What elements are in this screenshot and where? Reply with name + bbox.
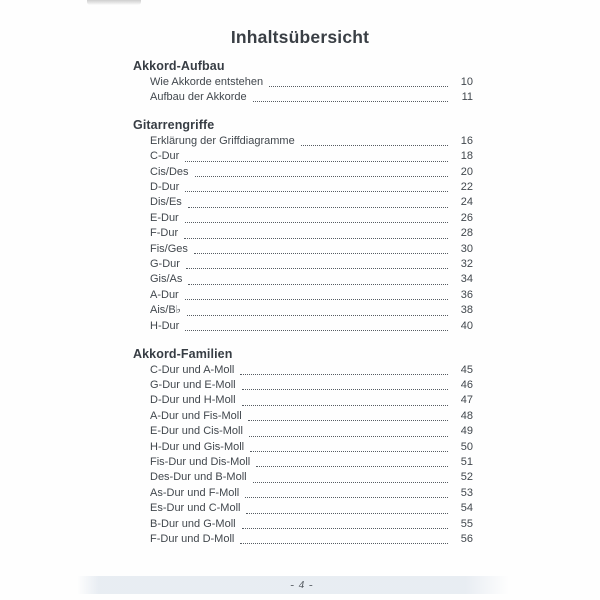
toc-entry xyxy=(133,180,473,195)
toc-entry-label: Ais/B♭ xyxy=(150,304,181,317)
toc-entry xyxy=(133,424,473,439)
toc-entry xyxy=(133,378,473,393)
toc-entry xyxy=(133,165,473,180)
dot-leader xyxy=(188,207,448,208)
toc-section-heading: Gitarrengriffe xyxy=(133,118,215,133)
toc-entry-page: 54 xyxy=(460,502,473,515)
dot-leader xyxy=(240,374,448,375)
toc-entry-label: Erklärung der Griffdiagramme xyxy=(150,134,295,147)
toc-entry xyxy=(133,303,473,318)
toc-entry-label: Wie Akkorde entstehen xyxy=(150,75,264,88)
dot-leader xyxy=(185,330,448,331)
toc-entry-page: 49 xyxy=(460,425,473,438)
toc-entry xyxy=(133,134,473,149)
page-number: - 4 - xyxy=(290,579,314,591)
toc-entry-page: 20 xyxy=(460,165,473,178)
toc-entry-page: 53 xyxy=(460,486,473,499)
dot-leader xyxy=(253,482,448,483)
toc-entry-page: 16 xyxy=(460,134,473,147)
toc-entry-label: C-Dur und A-Moll xyxy=(150,363,235,376)
toc-entry xyxy=(133,242,473,257)
toc-entry-label: Aufbau der Akkorde xyxy=(150,90,247,103)
dot-leader xyxy=(188,284,448,285)
toc-entry xyxy=(133,211,473,226)
dot-leader xyxy=(185,299,448,300)
toc-entry-label: F-Dur und D-Moll xyxy=(150,533,235,546)
toc-entry xyxy=(133,409,473,424)
toc-entry-label: D-Dur und H-Moll xyxy=(150,394,236,407)
toc-entry-label: Des-Dur und B-Moll xyxy=(150,471,247,484)
dot-leader xyxy=(245,497,448,498)
toc-entry-label: E-Dur und Cis-Moll xyxy=(150,425,243,438)
dot-leader xyxy=(240,543,448,544)
toc-entry-label: C-Dur xyxy=(150,150,180,163)
toc-entry-label: Es-Dur und C-Moll xyxy=(150,502,241,515)
toc-entry xyxy=(133,319,473,334)
dot-leader xyxy=(256,466,448,467)
toc-entry xyxy=(133,149,473,164)
toc-entry-label: D-Dur xyxy=(150,181,180,194)
toc-entry-label: A-Dur und Fis-Moll xyxy=(150,409,242,422)
dot-leader xyxy=(195,176,448,177)
dot-leader xyxy=(185,222,448,223)
toc-entry xyxy=(133,501,473,516)
toc-entry-label: H-Dur xyxy=(150,319,180,332)
toc-entry-label: Fis-Dur und Dis-Moll xyxy=(150,456,251,469)
toc-entry-label: B-Dur und G-Moll xyxy=(150,517,236,530)
toc-entry-page: 24 xyxy=(460,196,473,209)
toc-entry xyxy=(133,440,473,455)
toc-entry-label: As-Dur und F-Moll xyxy=(150,486,240,499)
toc-entry xyxy=(133,393,473,408)
dot-leader xyxy=(186,268,448,269)
toc-entry-label: G-Dur und E-Moll xyxy=(150,379,236,391)
dot-leader xyxy=(185,191,448,192)
toc-section xyxy=(133,59,473,105)
dot-leader xyxy=(194,253,448,254)
dot-leader xyxy=(253,101,448,102)
dot-leader xyxy=(185,161,448,162)
toc-entry-page: 36 xyxy=(460,288,473,301)
toc-entry xyxy=(133,517,473,532)
toc-entry-page: 38 xyxy=(460,304,473,317)
toc-entry xyxy=(133,363,473,378)
toc-entry-page: 46 xyxy=(460,379,473,391)
toc-entry-label: E-Dur xyxy=(150,211,179,224)
toc-entry-page: 56 xyxy=(460,533,473,546)
dot-leader xyxy=(246,513,448,514)
toc-entry-page: 40 xyxy=(460,319,473,332)
toc-entry-label: H-Dur und Gis-Moll xyxy=(150,440,245,453)
toc-section-heading: Akkord-Aufbau xyxy=(133,59,225,73)
toc-entry xyxy=(133,272,473,287)
dot-leader xyxy=(187,315,448,316)
page-title: Inhaltsübersicht xyxy=(230,27,370,47)
toc-entry xyxy=(133,75,473,90)
dot-leader xyxy=(269,86,448,87)
dot-leader xyxy=(242,389,448,390)
toc-entry xyxy=(133,195,473,210)
toc-entry-page: 50 xyxy=(460,440,473,453)
toc-entry-page: 51 xyxy=(460,456,473,469)
toc-entry-page: 32 xyxy=(460,258,473,271)
toc-entry xyxy=(133,257,473,272)
toc-entry xyxy=(133,470,473,485)
dot-leader xyxy=(242,528,448,529)
toc-entry-page: 18 xyxy=(460,150,473,163)
toc-entry-page: 48 xyxy=(460,409,473,422)
dot-leader xyxy=(242,405,448,406)
toc-entry-page: 22 xyxy=(460,181,473,194)
toc-section xyxy=(133,118,473,334)
page-edge-artifact xyxy=(87,0,141,5)
toc-entry xyxy=(133,288,473,303)
toc-entry-label: Dis/Es xyxy=(150,196,182,209)
toc-entry-page: 26 xyxy=(460,211,473,224)
toc-entry-page: 10 xyxy=(460,75,473,88)
toc-entry-page: 52 xyxy=(460,471,473,484)
toc-entry-page: 34 xyxy=(460,273,473,286)
toc-entry-page: 55 xyxy=(460,517,473,530)
toc-entry xyxy=(133,226,473,241)
footer-band xyxy=(77,576,509,594)
toc-entry xyxy=(133,455,473,470)
toc-entry xyxy=(133,532,473,547)
toc-entry-page: 11 xyxy=(461,90,473,103)
toc-section-heading: Akkord-Familien xyxy=(133,347,233,362)
toc-entry-label: F-Dur xyxy=(150,227,179,240)
toc-entry-label: A-Dur xyxy=(150,288,179,301)
toc-entry-page: 45 xyxy=(460,363,473,376)
dot-leader xyxy=(184,238,448,239)
toc-entry-page: 47 xyxy=(460,394,473,407)
toc-entry-page: 30 xyxy=(460,242,473,255)
dot-leader xyxy=(250,451,448,452)
toc-entry xyxy=(133,486,473,501)
toc-section xyxy=(133,347,473,547)
dot-leader xyxy=(249,436,448,437)
toc-entry-label: Gis/As xyxy=(150,273,183,286)
toc-entry xyxy=(133,90,473,105)
toc-entry-label: Fis/Ges xyxy=(150,242,188,255)
toc-entry-label: Cis/Des xyxy=(150,165,189,178)
toc-entry-page: 28 xyxy=(460,227,473,240)
dot-leader xyxy=(301,145,448,146)
table-of-contents xyxy=(133,59,473,547)
toc-entry-label: G-Dur xyxy=(150,258,180,271)
dot-leader xyxy=(248,420,448,421)
